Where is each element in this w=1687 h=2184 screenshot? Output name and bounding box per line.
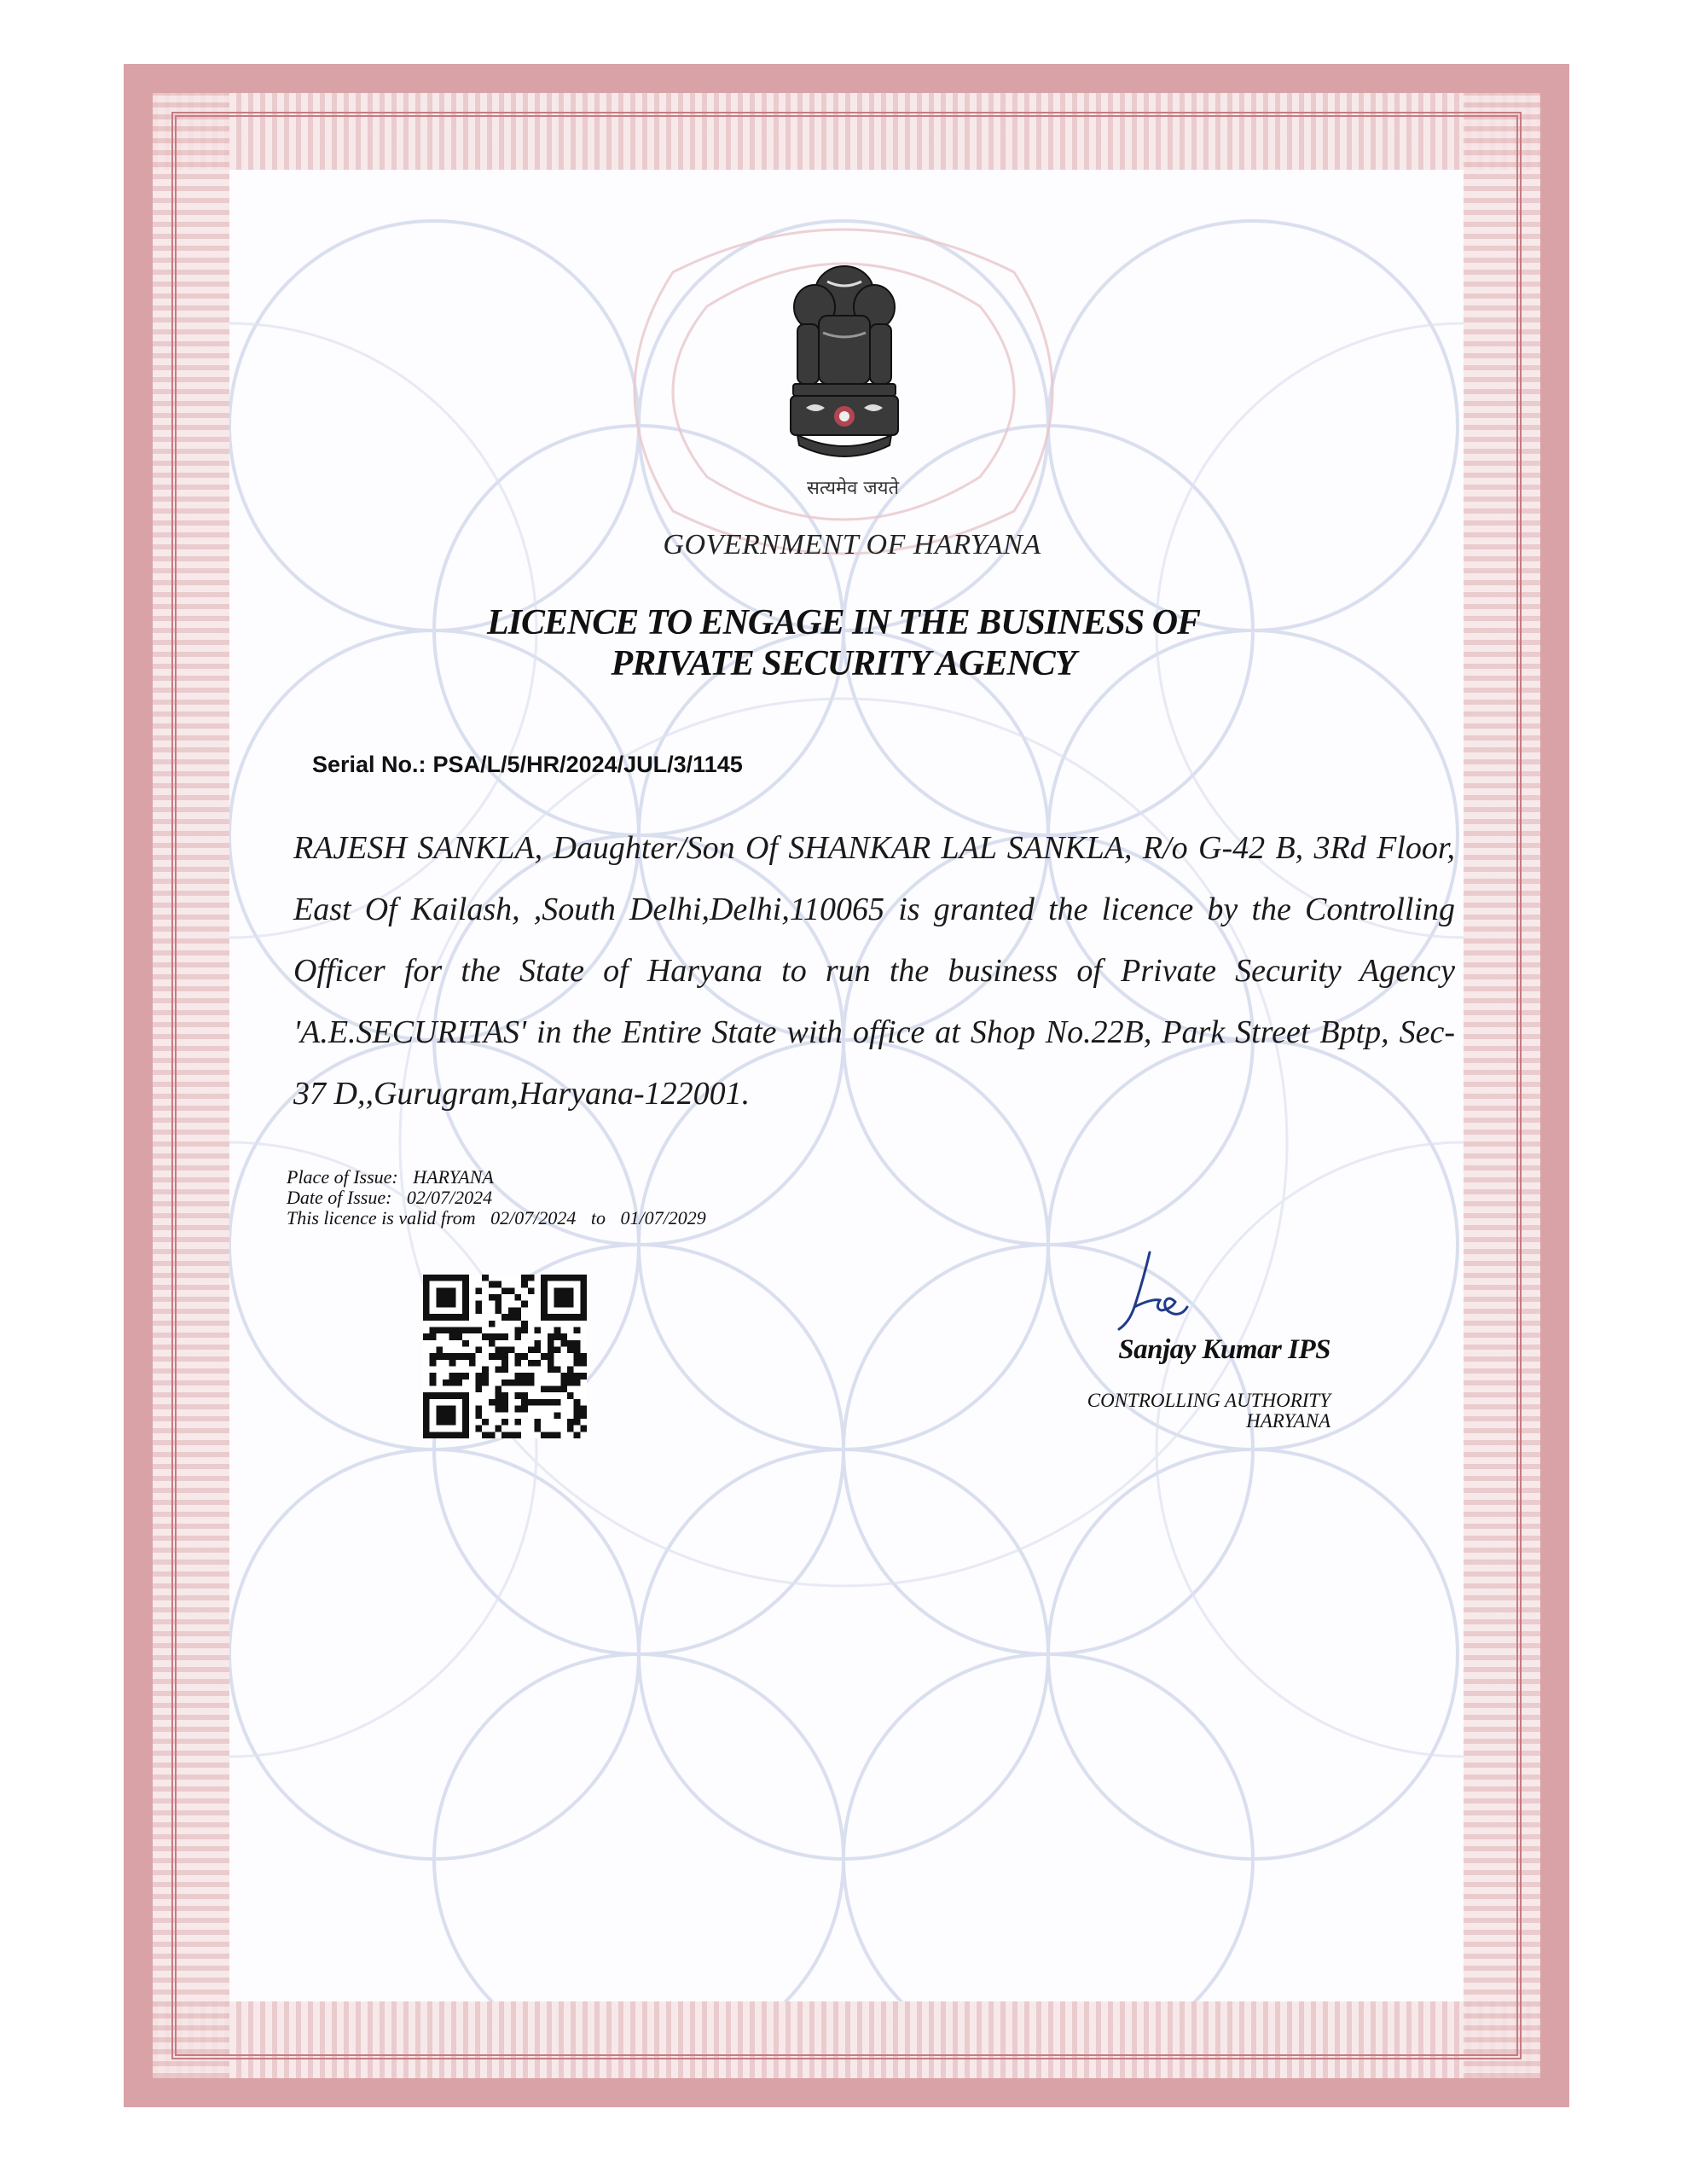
- valid-to: 01/07/2029: [620, 1207, 706, 1228]
- validity-period: [287, 1208, 706, 1228]
- licence-title-line-2: PRIVATE SECURITY AGENCY: [611, 644, 1076, 683]
- place-of-issue-value: HARYANA: [413, 1166, 494, 1188]
- place-of-issue: [287, 1167, 706, 1188]
- validity-label: This licence is valid from: [287, 1207, 476, 1228]
- emblem-motto: सत्यमेव जयते: [806, 478, 900, 499]
- state-emblem-lion-capital-icon: [780, 256, 908, 478]
- government-name: GOVERNMENT OF HARYANA: [663, 529, 1041, 561]
- handwritten-signature-icon: [1109, 1247, 1194, 1341]
- serial-number: [312, 752, 743, 778]
- licence-title-line-1: LICENCE TO ENGAGE IN THE BUSINESS OF: [486, 603, 1201, 642]
- issue-details: [287, 1167, 706, 1228]
- date-of-issue-label: Date of Issue:: [287, 1187, 392, 1208]
- place-of-issue-label: Place of Issue:: [287, 1166, 398, 1188]
- valid-from: 02/07/2024: [490, 1207, 577, 1228]
- date-of-issue-value: 02/07/2024: [406, 1187, 493, 1208]
- designation-line: CONTROLLING AUTHORITY: [1087, 1390, 1330, 1411]
- licence-body-paragraph: RAJESH SANKLA, Daughter/Son Of SHANKAR LAL SANKLA, R/o G-42 B, 3Rd Floor, East Of Kailash, ,South Delhi,Delhi,110065 is granted the licence by the Controlling Officer for the State of Haryana to run the business of Private Security Agency 'A.E.SECURITAS' in the Entire State with office at Shop No.22B, Park Street Bptp, Sec-37 D,,Gurugram,Haryana-122001.: [293, 830, 1455, 1112]
- validity-to-word: to: [590, 1207, 606, 1228]
- designation-state: HARYANA: [1246, 1410, 1330, 1432]
- signatory-designation: [853, 1391, 1330, 1432]
- serial-label: Serial No.:: [312, 752, 426, 777]
- signatory-name: Sanjay Kumar IPS: [1118, 1334, 1330, 1365]
- date-of-issue: [287, 1188, 706, 1208]
- qr-code-icon: [423, 1275, 587, 1438]
- serial-value: PSA/L/5/HR/2024/JUL/3/1145: [432, 752, 743, 777]
